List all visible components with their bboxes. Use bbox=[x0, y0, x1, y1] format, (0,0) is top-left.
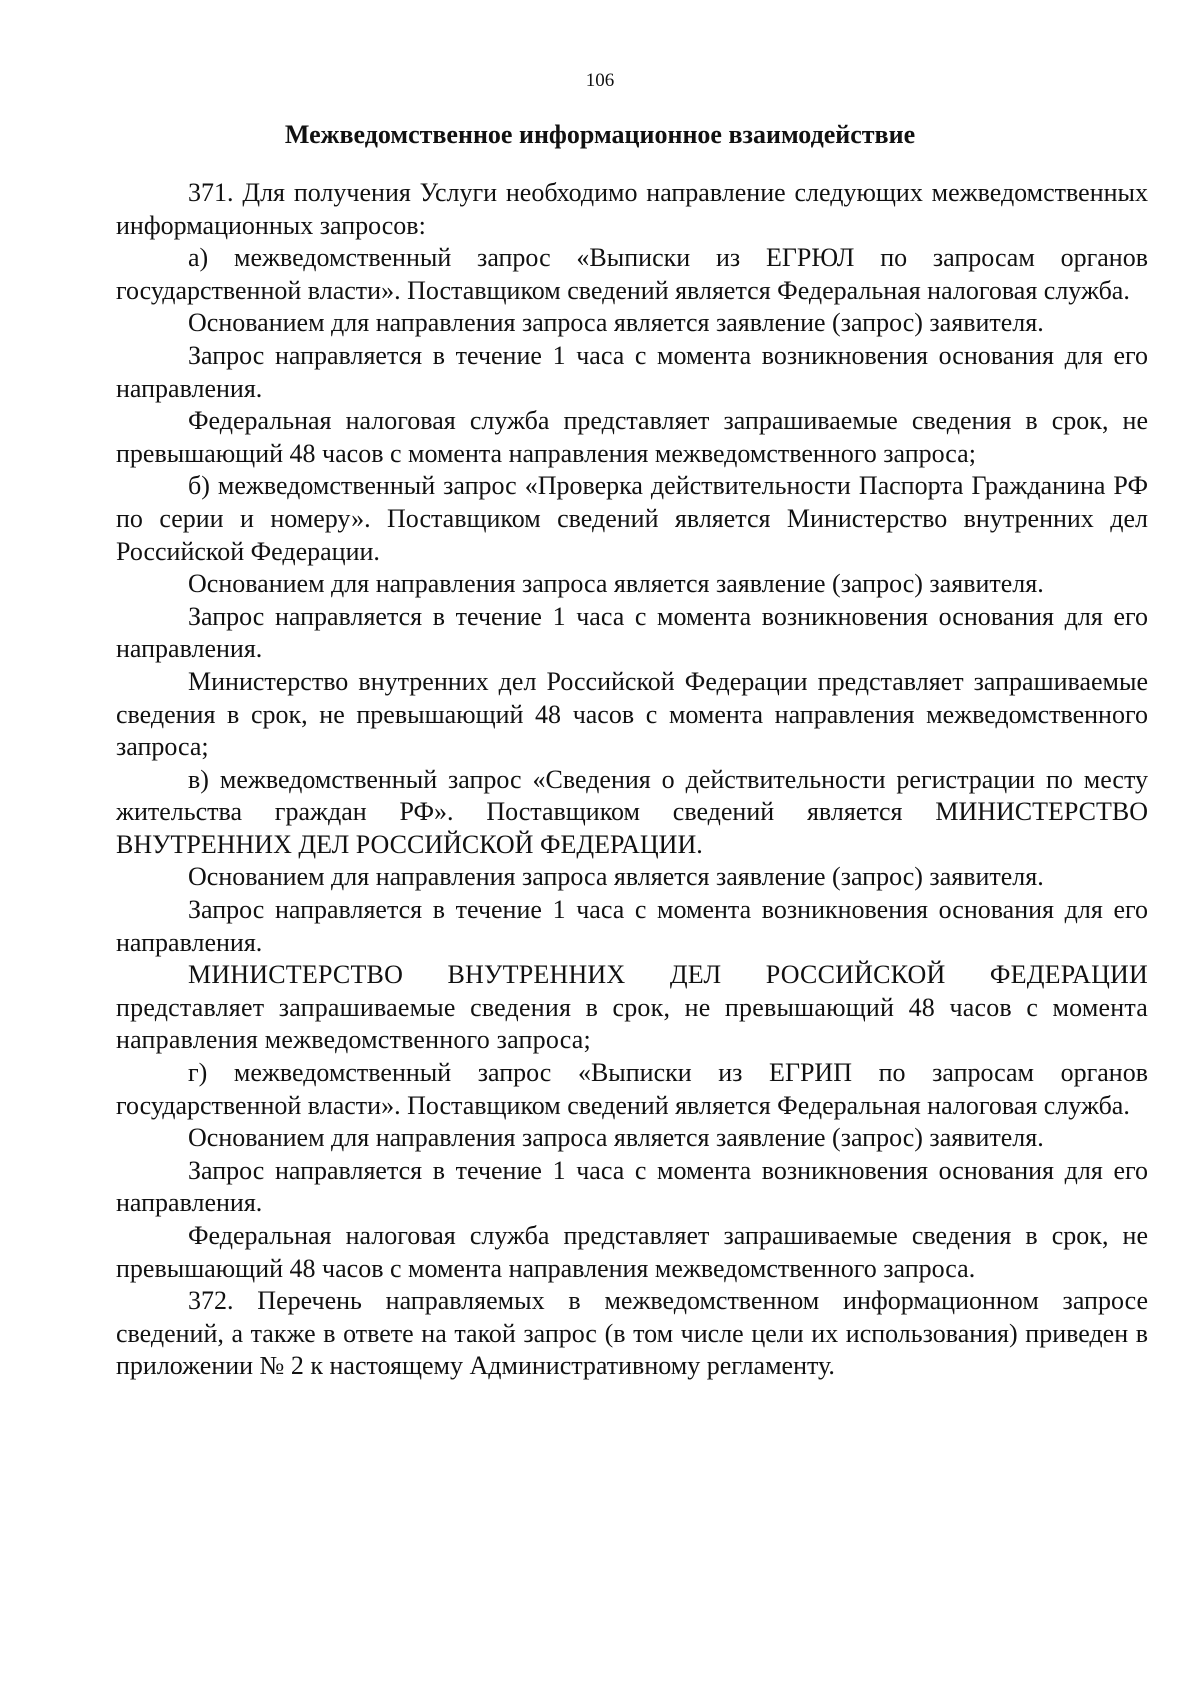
paragraph-deadline-a: Федеральная налоговая служба представляет запрашиваемые сведения в срок, не превышающий 48 часов с момента направления межведомственного запроса; bbox=[116, 406, 1148, 468]
paragraph-deadline-v: МИНИСТЕРСТВО ВНУТРЕННИХ ДЕЛ РОССИЙСКОЙ ФЕДЕРАЦИИ представляет запрашиваемые сведения в срок, не превышающий 48 часов с момента направления межведомственного запроса; bbox=[116, 960, 1148, 1055]
paragraph-timing-a: Запрос направляется в течение 1 часа с момента возникновения основания для его направления. bbox=[116, 340, 1148, 403]
paragraph-item-a: а) межведомственный запрос «Выписки из ЕГРЮЛ по запросам органов государственной власти». Поставщиком сведений является Федеральная налоговая служба. bbox=[116, 243, 1148, 305]
paragraph-371-intro: 371. Для получения Услуги необходимо направление следующих межведомственных информационных запросов: bbox=[116, 178, 1148, 240]
paragraph-timing-v: Запрос направляется в течение 1 часа с момента возникновения основания для его направления. bbox=[116, 895, 1148, 957]
paragraph-item-v: в) межведомственный запрос «Сведения о действительности регистрации по месту жительства граждан РФ». Поставщиком сведений является МИНИСТЕРСТВО ВНУТРЕННИХ ДЕЛ РОССИЙСКОЙ ФЕДЕРАЦИИ. bbox=[116, 764, 1148, 859]
paragraph-timing-g: Запрос направляется в течение 1 часа с момента возникновения основания для его направления. bbox=[116, 1155, 1148, 1218]
paragraph-item-b: б) межведомственный запрос «Проверка действительности Паспорта Гражданина РФ по серии и номеру». Поставщиком сведений является Министерство внутренних дел Российской Федерации. bbox=[116, 471, 1148, 566]
paragraph-basis-v: Основанием для направления запроса является заявление (запрос) заявителя. bbox=[188, 862, 1044, 892]
paragraph-372: 372. Перечень направляемых в межведомственном информационном запросе сведений, а также в ответе на такой запрос (в том числе цели их использования) приведен в приложении № 2 к настоящему Административному регламенту. bbox=[116, 1286, 1148, 1381]
paragraph-deadline-b: Министерство внутренних дел Российской Федерации представляет запрашиваемые сведения в срок, не превышающий 48 часов с момента направления межведомственного запроса; bbox=[116, 666, 1148, 762]
paragraph-item-g: г) межведомственный запрос «Выписки из ЕГРИП по запросам органов государственной власти». Поставщиком сведений является Федеральная налоговая служба. bbox=[116, 1058, 1148, 1120]
section-heading: Межведомственное информационное взаимодействие bbox=[284, 120, 916, 149]
paragraph-timing-b: Запрос направляется в течение 1 часа с момента возникновения основания для его направления. bbox=[116, 601, 1148, 664]
paragraph-basis-g: Основанием для направления запроса является заявление (запрос) заявителя. bbox=[188, 1123, 1044, 1153]
document-body bbox=[116, 177, 1148, 1383]
page-number: 106 bbox=[585, 70, 615, 91]
paragraph-basis-a: Основанием для направления запроса является заявление (запрос) заявителя. bbox=[188, 308, 1044, 338]
paragraph-basis-b: Основанием для направления запроса является заявление (запрос) заявителя. bbox=[188, 569, 1044, 599]
paragraph-deadline-g: Федеральная налоговая служба представляет запрашиваемые сведения в срок, не превышающий 48 часов с момента направления межведомственного запроса. bbox=[116, 1221, 1148, 1283]
